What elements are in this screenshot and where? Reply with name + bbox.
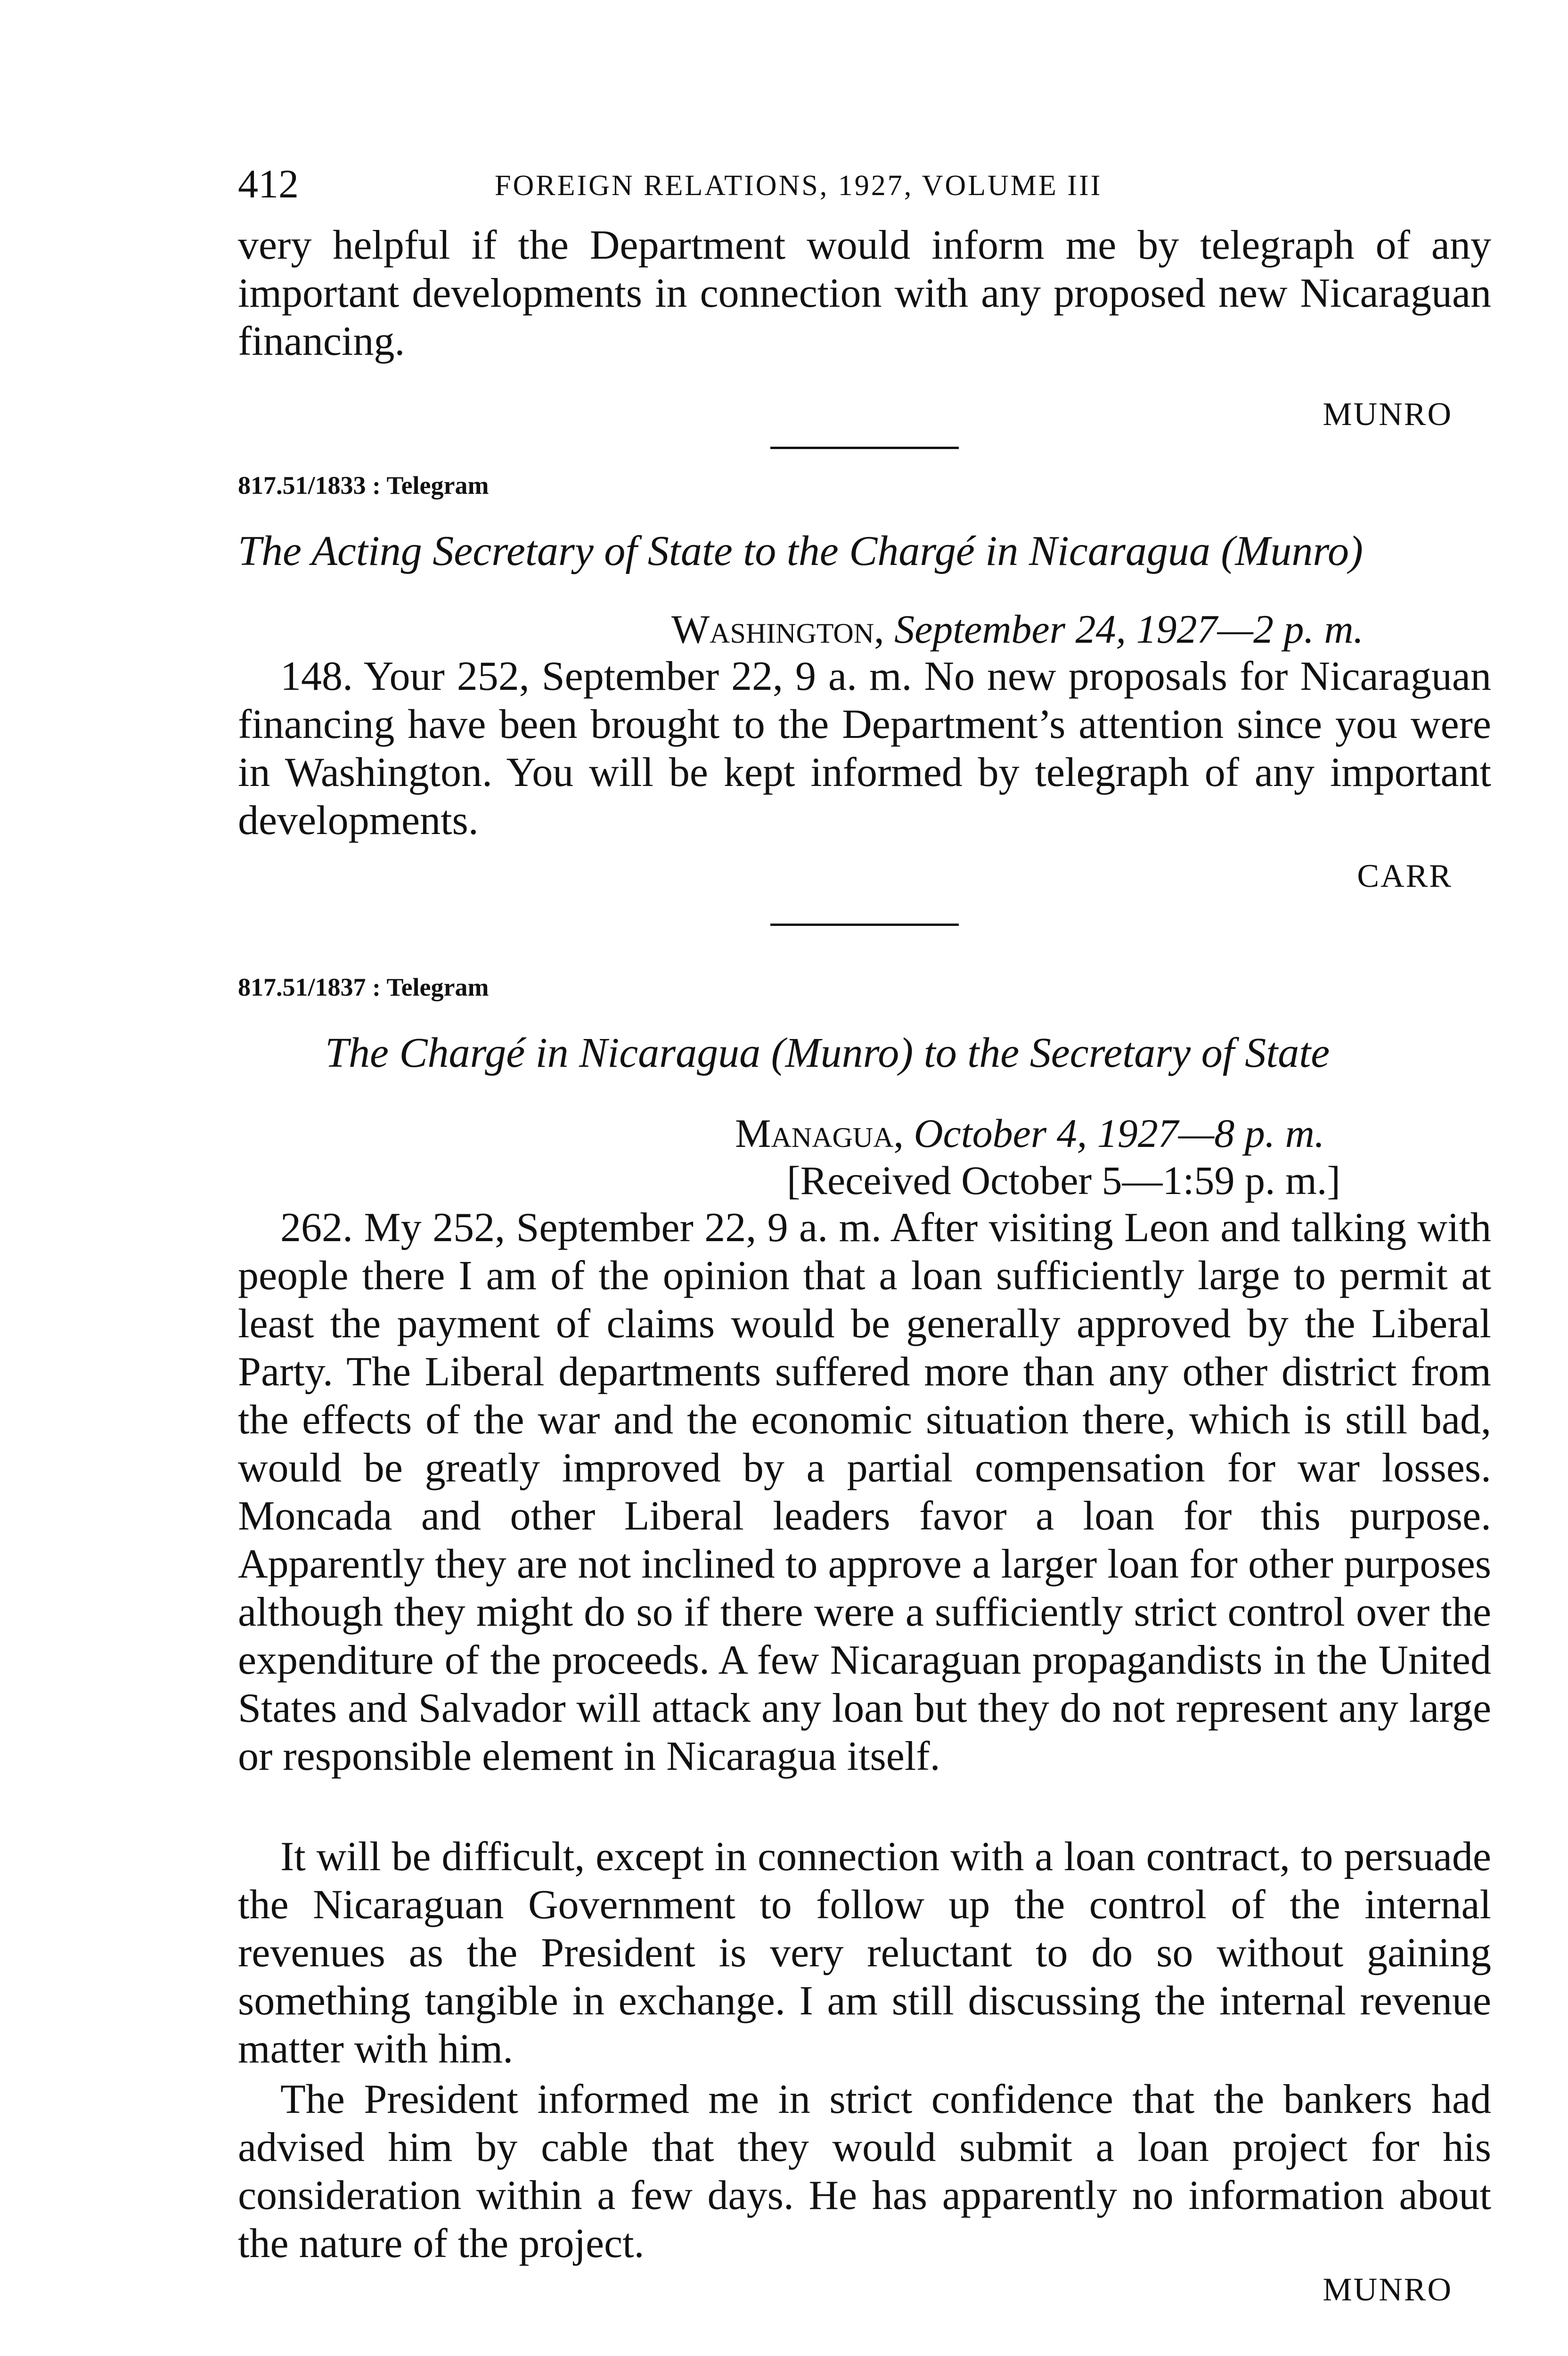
doc2-paragraph-3: The President informed me in strict confidence that the bankers had advised him by cable that they would submit a loan project for his consideration within a few days. He has apparently no information about the nature of the project.: [238, 2077, 1491, 2266]
page-header: [238, 160, 1463, 212]
running-head: FOREIGN RELATIONS, 1927, VOLUME III: [495, 170, 1102, 202]
doc2-place: Managua,: [735, 1111, 904, 1156]
page-number: 412: [238, 161, 299, 206]
doc1-date: September 24, 1927—2 p. m.: [894, 606, 1364, 652]
intro-signature: MUNRO: [1323, 396, 1453, 433]
doc1-reference: 817.51/1833 : Telegram: [238, 471, 489, 499]
doc1-dateline: [671, 605, 1364, 653]
doc2-date: October 4, 1927—8 p. m.: [914, 1111, 1325, 1156]
doc2-heading: The Chargé in Nicaragua (Munro) to the Secretary of State: [325, 1030, 1330, 1076]
section-divider: [770, 447, 959, 449]
doc2-paragraph-1: 262. My 252, September 22, 9 a. m. After visiting Leon and talking with people there I am of the opinion that a loan sufficiently large to permit at least the payment of claims would be generally approved by the Liberal Party. The Liberal departments suffered more than any other district from the effects of the war and the economic situation there, which is still bad, would be greatly improved by a partial compensation for war losses. Moncada and other Liberal leaders favor a loan for this purpose. Apparently they are not inclined to approve a larger loan for other purposes although they might do so if there were a sufficiently strict control over the expenditure of the proceeds. A few Nicaraguan propagandists in the United States and Salvador will attack any loan but they do not represent any large or responsible element in Nicaragua itself.: [238, 1205, 1491, 1779]
doc1-place: Washington,: [671, 606, 884, 652]
intro-paragraph: very helpful if the Department would inform me by telegraph of any important developments in connection with any proposed new Nicaraguan financing.: [238, 222, 1491, 364]
doc2-reference: 817.51/1837 : Telegram: [238, 973, 489, 1001]
doc1-paragraph: 148. Your 252, September 22, 9 a. m. No new proposals for Nicaraguan financing have been brought to the Department’s attention since you were in Washington. You will be kept informed by telegraph of any important developments.: [238, 654, 1491, 843]
doc2-paragraph-2: It will be difficult, except in connection with a loan contract, to persuade the Nicaraguan Government to follow up the control of the internal revenues as the President is very reluctant to do so without gaining something tangible in exchange. I am still discussing the internal revenue matter with him.: [238, 1834, 1491, 2072]
doc2-received: [Received October 5—1:59 p. m.]: [787, 1158, 1340, 1203]
section-divider: [770, 924, 959, 926]
doc2-signature: MUNRO: [1323, 2272, 1453, 2308]
doc1-signature: CARR: [1357, 858, 1453, 894]
doc1-heading: The Acting Secretary of State to the Chargé in Nicaragua (Munro): [238, 528, 1363, 574]
doc2-dateline: [735, 1110, 1324, 1157]
